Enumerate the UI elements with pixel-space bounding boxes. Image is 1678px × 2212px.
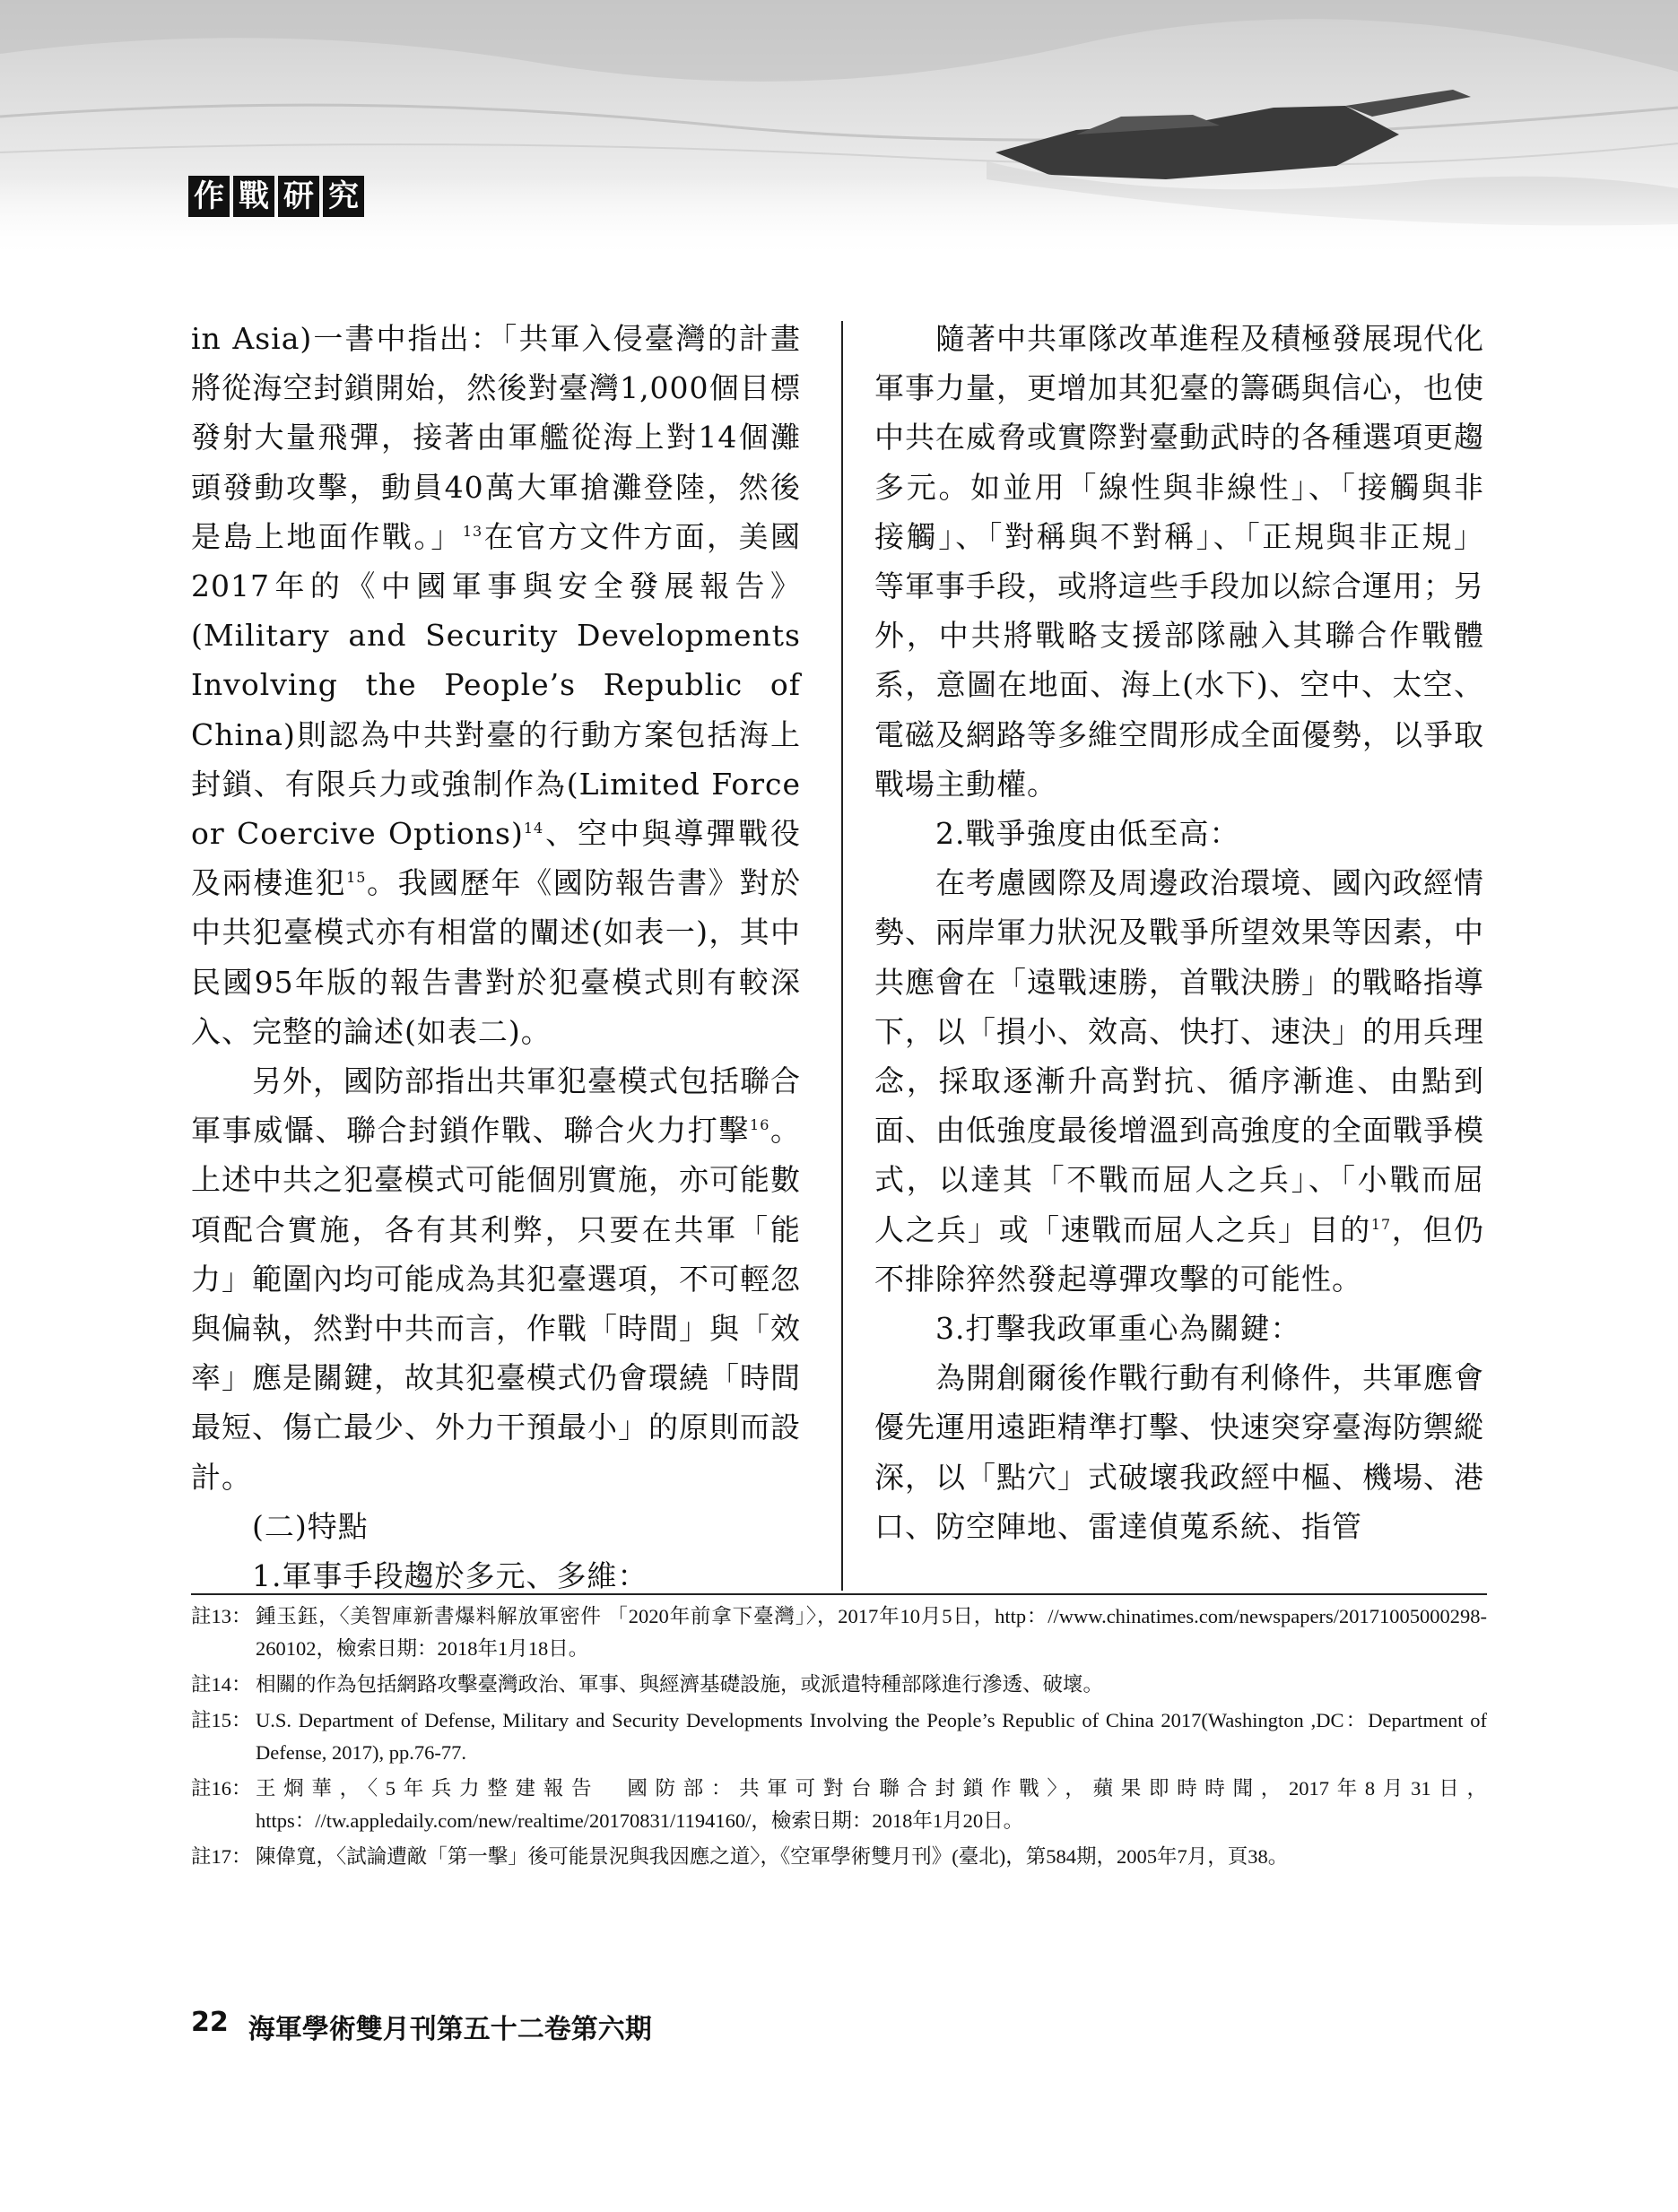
footnote-text: 鍾玉鈺，〈美智庫新書爆料解放軍密件 「2020年前拿下臺灣」〉，2017年10月5日，http：//www.chinatimes.com/newspapers/20171005000298-260102，檢索日期：2018年1月18日。 bbox=[256, 1605, 1487, 1660]
section-tag bbox=[188, 176, 364, 217]
footnote bbox=[191, 1669, 1487, 1701]
paragraph bbox=[191, 314, 801, 1056]
paragraph bbox=[191, 1056, 801, 1502]
text-run: 在官方文件方面，美國2017年的《中國軍事與安全發展報告》(Military and Security Developments Involving the People’s Republic of China)則認為中共對臺的行動方案包括海上封鎖、有限兵力或強制作為(Limited Force or Coercive Options) bbox=[191, 518, 802, 852]
paragraph bbox=[874, 858, 1484, 1304]
page-number: 22 bbox=[191, 2007, 229, 2038]
footnote-rule bbox=[191, 1593, 1487, 1595]
header-banner bbox=[0, 0, 1678, 260]
column-divider bbox=[841, 321, 843, 1591]
subheading: 1.軍事手段趨於多元、多維： bbox=[252, 1558, 648, 1594]
journal-title: 海軍學術雙月刊第五十二卷第六期 bbox=[248, 2014, 652, 2045]
text-run: 、空中與導彈戰役及兩棲進犯 bbox=[191, 816, 801, 901]
footnote bbox=[191, 1600, 1487, 1665]
footnote-label: 註16： bbox=[191, 1777, 252, 1800]
boat-photo-illustration bbox=[0, 0, 1678, 260]
footnote bbox=[191, 1773, 1487, 1837]
subheading: 2.戰爭強度由低至高： bbox=[935, 816, 1240, 852]
footnote bbox=[191, 1705, 1487, 1769]
text-run: 另外，國防部指出共軍犯臺模式包括聯合軍事威懾、聯合封鎖作戰、聯合火力打擊 bbox=[191, 1063, 801, 1149]
subheading: 3.打擊我政軍重心為關鍵： bbox=[935, 1311, 1301, 1347]
footnote-label: 註14： bbox=[191, 1673, 252, 1696]
footnote-ref-15: 15 bbox=[346, 869, 367, 887]
section-tag-char: 戰 bbox=[233, 176, 274, 217]
text-run: 在考慮國際及周邊政治環境、國內政經情勢、兩岸軍力狀況及戰爭所望效果等因素，中共應會在「遠戰速勝，首戰決勝」的戰略指導下，以「損小、效高、快打、速決」的用兵理念，採取逐漸升高對抗、循序漸進、由點到面、由低強度最後增溫到高強度的全面戰爭模式，以達其「不戰而屈人之兵」、「小戰而屈人之兵」或「速戰而屈人之兵」目的 bbox=[874, 865, 1484, 1247]
right-column bbox=[874, 314, 1484, 1551]
section-tag-char: 研 bbox=[278, 176, 319, 217]
subheading: (二)特點 bbox=[252, 1508, 369, 1544]
footnote-ref-13: 13 bbox=[462, 522, 483, 540]
footnote-text: 陳偉寬，〈試論遭敵「第一擊」後可能景況與我因應之道〉，《空軍學術雙月刊》(臺北)，第584期，2005年7月，頁38。 bbox=[256, 1845, 1289, 1868]
footnote-text: 相關的作為包括網路攻擊臺灣政治、軍事、與經濟基礎設施，或派遣特種部隊進行滲透、破壞。 bbox=[256, 1673, 1104, 1696]
footnote-ref-17: 17 bbox=[1370, 1215, 1392, 1233]
footnotes bbox=[191, 1600, 1487, 1877]
footnote-label: 註15： bbox=[191, 1709, 252, 1731]
footnote-ref-16: 16 bbox=[750, 1116, 770, 1134]
paragraph: 隨著中共軍隊改革進程及積極發展現代化軍事力量，更增加其犯臺的籌碼與信心，也使中共在威脅或實際對臺動武時的各種選項更趨多元。如並用「線性與非線性」、「接觸與非接觸」、「對稱與不對稱」、「正規與非正規」等軍事手段，或將這些手段加以綜合運用；另外，中共將戰略支援部隊融入其聯合作戰體系，意圖在地面、海上(水下)、空中、太空、電磁及網路等多維空間形成全面優勢，以爭取戰場主動權。 bbox=[874, 321, 1484, 802]
text-run: ，但仍不排除猝然發起導彈攻擊的可能性。 bbox=[874, 1211, 1485, 1297]
paragraph: 為開創爾後作戰行動有利條件，共軍應會優先運用遠距精準打擊、快速突穿臺海防禦縱深，以「點穴」式破壞我政經中樞、機場、港口、防空陣地、雷達偵蒐系統、指管 bbox=[874, 1360, 1484, 1544]
footnote-text: 王烱華，〈5年兵力整建報告 國防部：共軍可對台聯合封鎖作戰〉，蘋果即時時聞，2017年8月31日，https：//tw.appledaily.com/new/realtime/20170831/1194160/，檢索日期：2018年1月20日。 bbox=[256, 1777, 1487, 1832]
left-column bbox=[191, 314, 801, 1600]
section-tag-char: 究 bbox=[323, 176, 364, 217]
text-run: in Asia)一書中指出：「共軍入侵臺灣的計畫將從海空封鎖開始，然後對臺灣1,000個目標發射大量飛彈，接著由軍艦從海上對14個灘頭發動攻擊，動員40萬大軍搶灘登陸，然後是島上地面作戰。」 bbox=[191, 321, 801, 554]
footnote-ref-14: 14 bbox=[523, 820, 544, 837]
text-run: 。上述中共之犯臺模式可能個別實施，亦可能數項配合實施，各有其利弊，只要在共軍「能力」範圍內均可能成為其犯臺選項，不可輕忽與偏執，然對中共而言，作戰「時間」與「效率」應是關鍵，故其犯臺模式仍會環繞「時間最短、傷亡最少、外力干預最小」的原則而設計。 bbox=[191, 1113, 802, 1495]
section-tag-char: 作 bbox=[188, 176, 230, 217]
footnote bbox=[191, 1841, 1487, 1873]
text-run: 。我國歷年《國防報告書》對於中共犯臺模式亦有相當的闡述(如表一)，其中民國95年版的報告書對於犯臺模式則有較深入、完整的論述(如表二)。 bbox=[191, 865, 802, 1049]
page-footer bbox=[191, 2007, 652, 2046]
footnote-label: 註17： bbox=[191, 1845, 252, 1868]
footnote-label: 註13： bbox=[191, 1605, 252, 1627]
footnote-text: U.S. Department of Defense, Military and Security Developments Involving the People’s Republic of China 2017(Washington ,DC：Department of Defense, 2017), pp.76-77. bbox=[256, 1709, 1487, 1764]
